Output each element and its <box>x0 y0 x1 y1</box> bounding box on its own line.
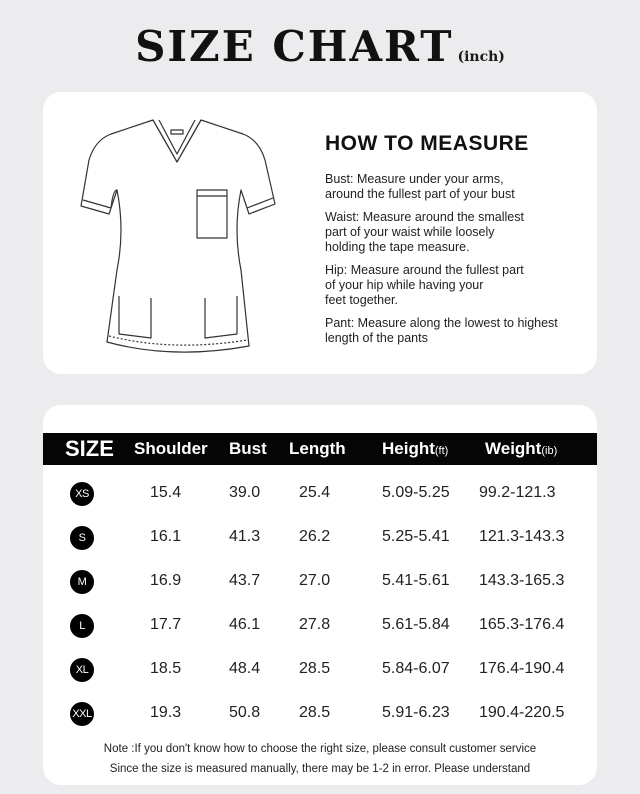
size-badge: XL <box>70 658 94 682</box>
size-badge: XS <box>70 482 94 506</box>
header-height-unit: (ft) <box>434 445 449 457</box>
header-weight-unit: (ib) <box>541 445 558 457</box>
height-cell: 5.41-5.61 <box>382 572 450 589</box>
height-cell: 5.09-5.25 <box>382 484 450 501</box>
length-cell: 26.2 <box>299 528 331 545</box>
how-to-measure-heading: HOW TO MEASURE <box>325 132 529 155</box>
length-cell: 27.0 <box>299 572 331 589</box>
error-note: Since the size is measured manually, there may be 1-2 in error. Please understand <box>109 763 531 775</box>
weight-cell: 190.4-220.5 <box>479 704 565 721</box>
how-to-measure <box>325 132 585 354</box>
bust-cell: 50.8 <box>229 704 261 721</box>
title-unit: (inch) <box>457 49 505 65</box>
length-cell: 28.5 <box>299 704 331 721</box>
header-shoulder: Shoulder <box>134 439 208 458</box>
pant-instruction <box>325 316 585 346</box>
weight-cell: 99.2-121.3 <box>479 484 556 501</box>
table-row <box>43 472 597 516</box>
table-row <box>43 560 597 604</box>
weight-cell: 176.4-190.4 <box>479 660 565 677</box>
header-size: SIZE <box>65 436 114 461</box>
size-badge: M <box>70 570 94 594</box>
shoulder-cell: 16.1 <box>150 528 182 545</box>
bust-cell: 46.1 <box>229 616 261 633</box>
hip-text: Measure around the fullest part of your hip while having your feet together. <box>325 263 524 307</box>
shoulder-cell: 18.5 <box>150 660 182 677</box>
weight-cell: 165.3-176.4 <box>479 616 565 633</box>
height-cell: 5.91-6.23 <box>382 704 450 721</box>
scrub-top-illustration <box>73 110 281 360</box>
table-row <box>43 692 597 736</box>
size-table-card <box>43 405 597 785</box>
header-length: Length <box>289 439 346 458</box>
table-row <box>43 604 597 648</box>
pant-text: Measure along the lowest to highest length of the pants <box>325 316 558 345</box>
header-height <box>382 433 448 465</box>
height-cell: 5.25-5.41 <box>382 528 450 545</box>
header-height-label: Height <box>382 439 435 458</box>
size-badge: S <box>70 526 94 550</box>
waist-label: Waist: <box>325 210 360 224</box>
table-row <box>43 516 597 560</box>
header-weight <box>485 433 557 465</box>
title-text: SIZE CHART <box>135 22 454 71</box>
length-cell: 27.8 <box>299 616 331 633</box>
table-row <box>43 648 597 692</box>
bust-cell: 39.0 <box>229 484 261 501</box>
pant-label: Pant: <box>325 316 355 330</box>
shoulder-cell: 17.7 <box>150 616 182 633</box>
shoulder-cell: 19.3 <box>150 704 182 721</box>
weight-cell: 143.3-165.3 <box>479 572 565 589</box>
weight-cell: 121.3-143.3 <box>479 528 565 545</box>
waist-text: Measure around the smallest part of your waist while loosely holding the tape measure. <box>325 210 524 254</box>
height-cell: 5.61-5.84 <box>382 616 450 633</box>
hip-label: Hip: <box>325 263 348 277</box>
bust-text: Measure under your arms, around the fullest part of your bust <box>325 172 515 201</box>
bust-cell: 48.4 <box>229 660 261 677</box>
size-badge: L <box>70 614 94 638</box>
height-cell: 5.84-6.07 <box>382 660 450 677</box>
bust-cell: 43.7 <box>229 572 261 589</box>
waist-instruction <box>325 210 585 255</box>
bust-instruction <box>325 172 585 202</box>
shoulder-cell: 16.9 <box>150 572 182 589</box>
hip-instruction <box>325 263 585 308</box>
size-note: Note :If you don't know how to choose the right size, please consult customer service <box>103 743 537 755</box>
header-bust: Bust <box>229 439 267 458</box>
bust-cell: 41.3 <box>229 528 261 545</box>
length-cell: 28.5 <box>299 660 331 677</box>
table-header <box>43 433 597 465</box>
bust-label: Bust: <box>325 172 354 186</box>
page-title <box>0 22 640 71</box>
measure-card <box>43 92 597 374</box>
length-cell: 25.4 <box>299 484 331 501</box>
header-weight-label: Weight <box>485 439 542 458</box>
size-badge: XXL <box>70 702 94 726</box>
shoulder-cell: 15.4 <box>150 484 182 501</box>
